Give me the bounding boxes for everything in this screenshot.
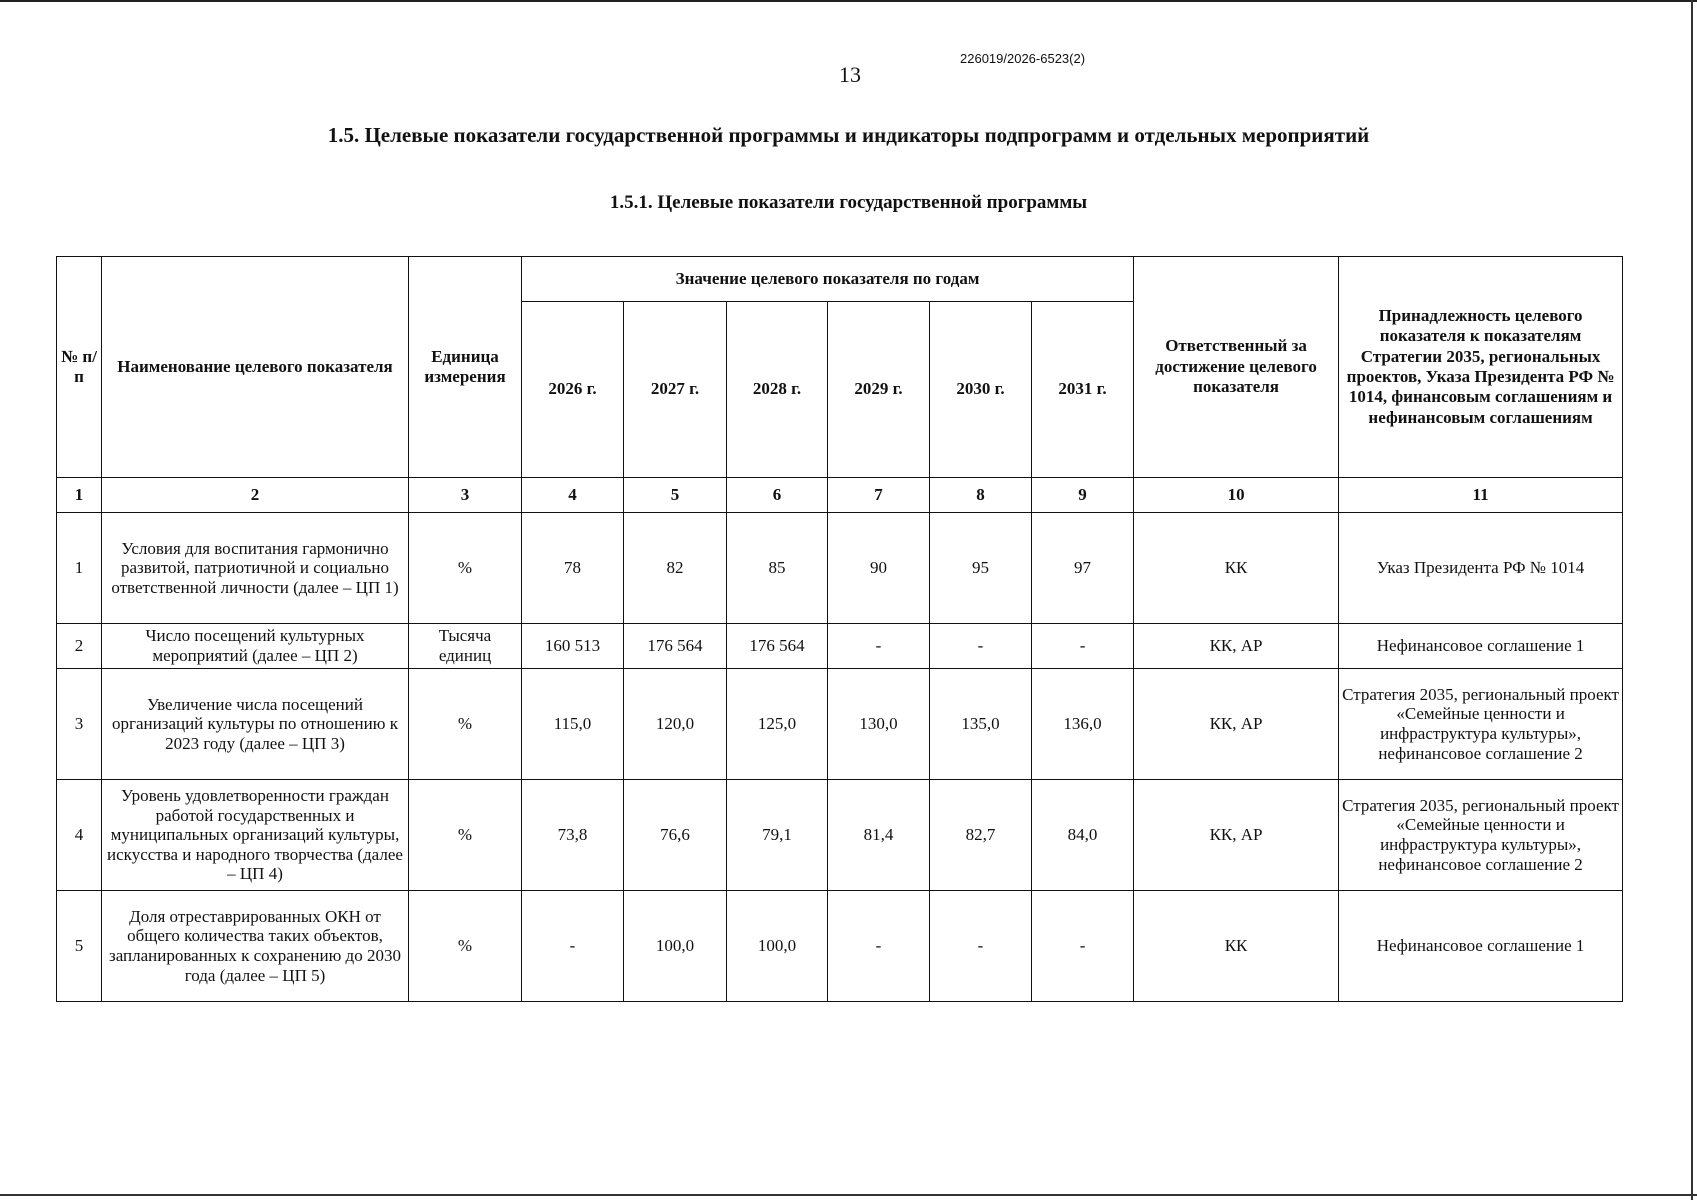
header-belonging: Принадлежность целевого показателя к показателям Стратегии 2035, региональных проектов, Указа Президента РФ № 1014, финансовым соглашениям и нефинансовым соглашениям [1339, 257, 1623, 478]
value-cell: - [930, 624, 1032, 669]
bottom-border-line [0, 1194, 1697, 1196]
column-number: 7 [828, 478, 930, 513]
column-number: 10 [1134, 478, 1339, 513]
value-cell: 136,0 [1032, 669, 1134, 780]
header-num: № п/п [57, 257, 102, 478]
value-cell: 76,6 [624, 780, 727, 891]
row-num: 4 [57, 780, 102, 891]
column-number: 3 [409, 478, 522, 513]
responsible-cell: КК, АР [1134, 669, 1339, 780]
unit-cell: % [409, 513, 522, 624]
value-cell: 130,0 [828, 669, 930, 780]
right-border-line [1691, 0, 1693, 1200]
belonging-cell: Нефинансовое соглашение 1 [1339, 624, 1623, 669]
indicator-name: Условия для воспитания гармонично развитой, патриотичной и социально ответственной личности (далее – ЦП 1) [102, 513, 409, 624]
value-cell: 82 [624, 513, 727, 624]
responsible-cell: КК, АР [1134, 780, 1339, 891]
value-cell: 90 [828, 513, 930, 624]
value-cell: 100,0 [727, 891, 828, 1002]
value-cell: 160 513 [522, 624, 624, 669]
header-responsible: Ответственный за достижение целевого показателя [1134, 257, 1339, 478]
section-title: 1.5. Целевые показатели государственной программы и индикаторы подпрограмм и отдельных мероприятий [327, 123, 1370, 147]
value-cell: - [522, 891, 624, 1002]
value-cell: 135,0 [930, 669, 1032, 780]
belonging-cell: Нефинансовое соглашение 1 [1339, 891, 1623, 1002]
value-cell: 81,4 [828, 780, 930, 891]
document-number: 226019/2026-6523(2) [960, 51, 1086, 66]
table-row [57, 513, 1623, 624]
value-cell: - [1032, 891, 1134, 1002]
column-number: 4 [522, 478, 624, 513]
row-num: 5 [57, 891, 102, 1002]
row-num: 2 [57, 624, 102, 669]
table-row [57, 624, 1623, 669]
value-cell: - [828, 624, 930, 669]
table-row [57, 891, 1623, 1002]
belonging-cell: Стратегия 2035, региональный проект «Семейные ценности и инфраструктура культуры», нефинансовое соглашение 2 [1339, 780, 1623, 891]
column-number: 1 [57, 478, 102, 513]
column-number: 2 [102, 478, 409, 513]
value-cell: 82,7 [930, 780, 1032, 891]
row-num: 3 [57, 669, 102, 780]
table-row [57, 669, 1623, 780]
header-year: 2028 г. [727, 302, 828, 478]
indicator-name: Уровень удовлетворенности граждан работой государственных и муниципальных организаций культуры, искусства и народного творчества (далее – ЦП 4) [102, 780, 409, 891]
value-cell: 120,0 [624, 669, 727, 780]
header-values-group: Значение целевого показателя по годам [522, 257, 1134, 302]
indicator-name: Доля отреставрированных ОКН от общего количества таких объектов, запланированных к сохранению до 2030 года (далее – ЦП 5) [102, 891, 409, 1002]
unit-cell: % [409, 669, 522, 780]
unit-cell: % [409, 891, 522, 1002]
value-cell: - [930, 891, 1032, 1002]
value-cell: 79,1 [727, 780, 828, 891]
value-cell: 176 564 [727, 624, 828, 669]
header-year: 2027 г. [624, 302, 727, 478]
value-cell: 176 564 [624, 624, 727, 669]
unit-cell: Тысяча единиц [409, 624, 522, 669]
row-num: 1 [57, 513, 102, 624]
belonging-cell: Стратегия 2035, региональный проект «Семейные ценности и инфраструктура культуры», нефинансовое соглашение 2 [1339, 669, 1623, 780]
column-number-row [57, 478, 1623, 513]
column-number: 8 [930, 478, 1032, 513]
responsible-cell: КК [1134, 891, 1339, 1002]
header-year: 2030 г. [930, 302, 1032, 478]
column-number: 6 [727, 478, 828, 513]
unit-cell: % [409, 780, 522, 891]
top-border-line [0, 0, 1697, 2]
indicator-name: Увеличение числа посещений организаций культуры по отношению к 2023 году (далее – ЦП 3) [102, 669, 409, 780]
indicators-table [56, 256, 1623, 1002]
value-cell: 100,0 [624, 891, 727, 1002]
value-cell: 97 [1032, 513, 1134, 624]
value-cell: 85 [727, 513, 828, 624]
header-year: 2026 г. [522, 302, 624, 478]
header-name: Наименование целевого показателя [102, 257, 409, 478]
value-cell: - [1032, 624, 1134, 669]
column-number: 5 [624, 478, 727, 513]
value-cell: 125,0 [727, 669, 828, 780]
value-cell: 78 [522, 513, 624, 624]
header-unit: Единица измерения [409, 257, 522, 478]
belonging-cell: Указ Президента РФ № 1014 [1339, 513, 1623, 624]
value-cell: 95 [930, 513, 1032, 624]
value-cell: 73,8 [522, 780, 624, 891]
table-row [57, 780, 1623, 891]
value-cell: 84,0 [1032, 780, 1134, 891]
subsection-title: 1.5.1. Целевые показатели государственной программы [609, 192, 1088, 213]
value-cell: - [828, 891, 930, 1002]
header-year: 2029 г. [828, 302, 930, 478]
column-number: 11 [1339, 478, 1623, 513]
responsible-cell: КК, АР [1134, 624, 1339, 669]
page-number: 13 [839, 62, 861, 87]
value-cell: 115,0 [522, 669, 624, 780]
indicator-name: Число посещений культурных мероприятий (далее – ЦП 2) [102, 624, 409, 669]
column-number: 9 [1032, 478, 1134, 513]
header-year: 2031 г. [1032, 302, 1134, 478]
responsible-cell: КК [1134, 513, 1339, 624]
